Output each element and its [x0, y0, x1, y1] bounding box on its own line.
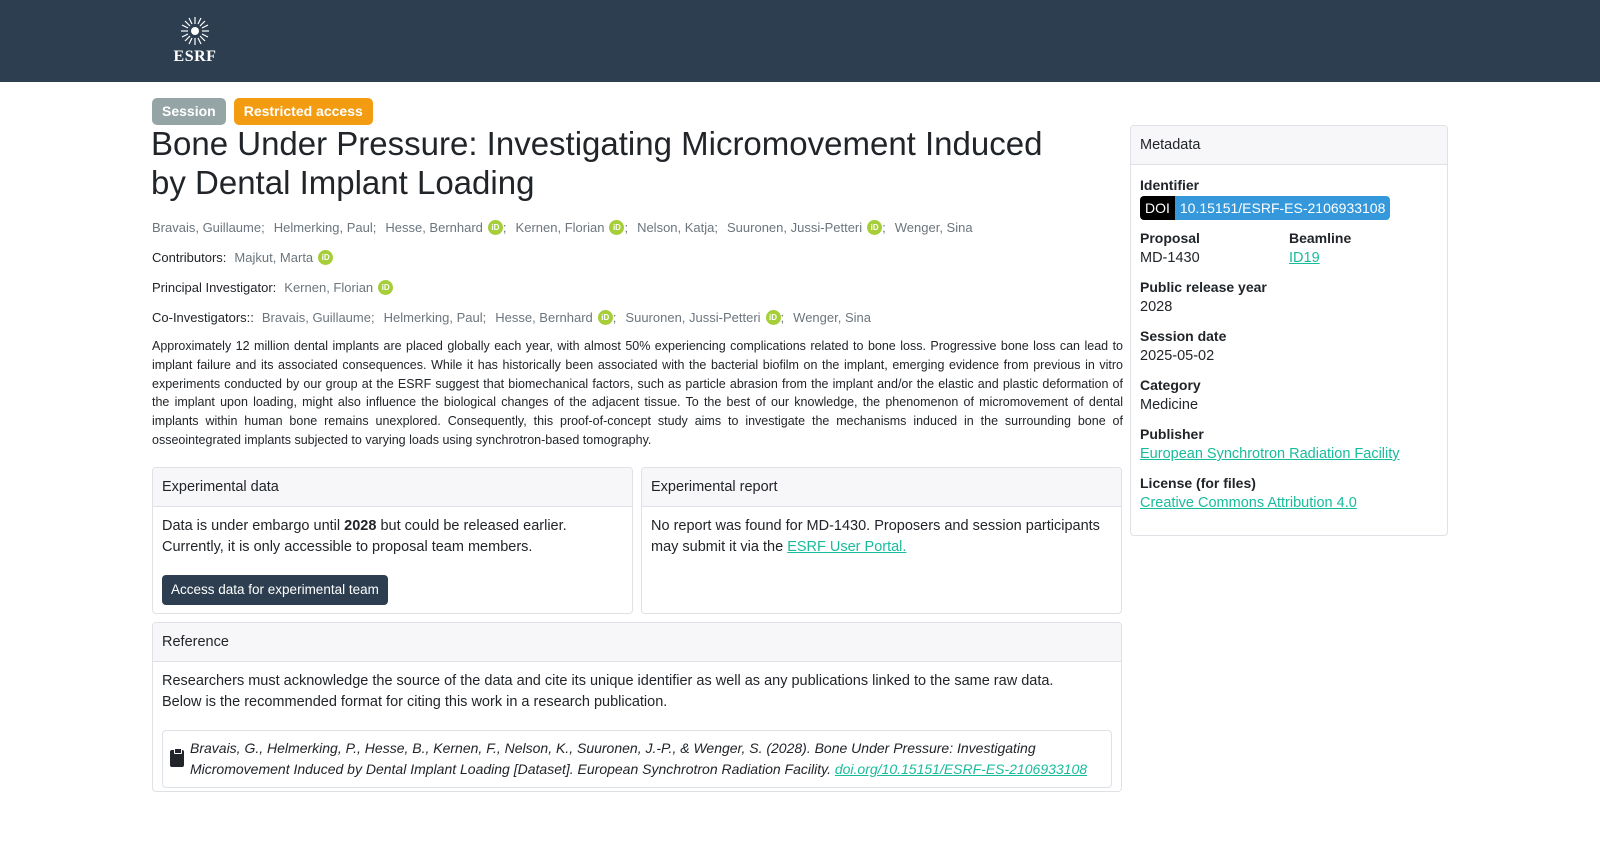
identifier-field: Identifier DOI 10.15151/ESRF-ES-2106933108	[1140, 175, 1438, 220]
session-date-field: Session date 2025-05-02	[1140, 328, 1227, 364]
page-title: Bone Under Pressure: Investigating Micromovement Induced by Dental Implant Loading	[151, 125, 1043, 201]
access-data-button[interactable]: Access data for experimental team	[162, 575, 388, 605]
orcid-icon[interactable]: iD	[609, 220, 624, 235]
orcid-icon[interactable]: iD	[598, 310, 613, 325]
contributors-label: Contributors:	[152, 250, 227, 265]
reference-header: Reference	[153, 623, 1121, 662]
top-navbar	[0, 0, 1600, 82]
metadata-header: Metadata	[1131, 126, 1447, 165]
logo-text: ESRF	[173, 48, 217, 65]
contributors-list	[152, 250, 333, 265]
clipboard-icon[interactable]	[170, 750, 184, 767]
author[interactable]: Kernen, Florian iD	[516, 220, 625, 235]
badges	[152, 98, 373, 125]
orcid-icon[interactable]: iD	[766, 310, 781, 325]
proposal-field: Proposal MD-1430	[1140, 230, 1200, 266]
citation-box	[162, 730, 1112, 788]
author[interactable]: Hesse, Bernhard iD	[385, 220, 503, 235]
orcid-icon[interactable]: iD	[488, 220, 503, 235]
reference-line-1: Researchers must acknowledge the source of the data and cite its unique identifier as well as any publications linked to the same raw data.	[162, 673, 1054, 689]
sunburst-icon	[172, 15, 218, 49]
co-investigator[interactable]: Bravais, Guillaume	[261, 310, 371, 325]
author[interactable]: Wenger, Sina	[894, 220, 973, 235]
co-investigators-list: Co-Investigators:: Bravais, Guillaume ; Helmerking, Paul ; Hesse, Bernhard iD ; Suuronen, Jussi-Petteri iD ; Wenger, Sina	[152, 310, 871, 325]
authors-list: Bravais, Guillaume ; Helmerking, Paul ; Hesse, Bernhard iD ; Kernen, Florian iD ; Nelson, Katja ; Suuronen, Jussi-Petteri iD ; Wenger, Sina	[152, 220, 973, 235]
experimental-data-card	[152, 467, 633, 614]
orcid-icon[interactable]: iD	[867, 220, 882, 235]
esrf-logo[interactable]	[172, 15, 218, 67]
citation-text: Bravais, G., Helmerking, P., Hesse, B., Kernen, F., Nelson, K., Suuronen, J.-P., & Wenger, S. (2028). Bone Under Pressure: Investigating Micromovement Induced by Dental Implant Loading [Dataset]. European Synchrotron Radiation Facility.	[190, 740, 1036, 777]
author[interactable]: Suuronen, Jussi-Petteri iD	[727, 220, 882, 235]
experimental-report-header: Experimental report	[642, 468, 1121, 507]
session-badge: Session	[152, 98, 226, 125]
restricted-access-badge: Restricted access	[234, 98, 373, 125]
co-investigator[interactable]: Helmerking, Paul	[383, 310, 483, 325]
license-field: License (for files) Creative Commons Attribution 4.0	[1140, 475, 1357, 511]
publisher-link[interactable]: European Synchrotron Radiation Facility	[1140, 446, 1400, 462]
embargo-year: 2028	[344, 518, 377, 534]
reference-card	[152, 622, 1122, 792]
co-investigator[interactable]: Wenger, Sina	[793, 310, 871, 325]
pi-person[interactable]: Kernen, Florian iD	[284, 280, 393, 295]
release-year-field: Public release year 2028	[1140, 279, 1267, 315]
embargo-text: Data is under embargo until 2028 but could be released earlier. Currently, it is only accessible to proposal team members.	[162, 518, 567, 555]
experimental-data-header: Experimental data	[153, 468, 632, 507]
publisher-field: Publisher European Synchrotron Radiation Facility	[1140, 426, 1400, 462]
co-investigator[interactable]: Hesse, Bernhard iD	[495, 310, 613, 325]
pi-label: Principal Investigator:	[152, 280, 277, 295]
orcid-icon[interactable]: iD	[318, 250, 333, 265]
reference-line-2: Below is the recommended format for citing this work in a research publication.	[162, 694, 668, 710]
author[interactable]: Helmerking, Paul	[273, 220, 373, 235]
citation-doi-link[interactable]: doi.org/10.15151/ESRF-ES-2106933108	[834, 761, 1088, 777]
category-field: Category Medicine	[1140, 377, 1201, 413]
coi-label: Co-Investigators::	[152, 310, 254, 325]
beamline-field: Beamline ID19	[1289, 230, 1352, 266]
doi-badge[interactable]: DOI 10.15151/ESRF-ES-2106933108	[1140, 196, 1390, 220]
license-link[interactable]: Creative Commons Attribution 4.0	[1140, 495, 1357, 511]
user-portal-link[interactable]: ESRF User Portal.	[787, 539, 907, 555]
contributor[interactable]: Majkut, Marta iD	[234, 250, 333, 265]
abstract: Approximately 12 million dental implants are placed globally each year, with almost 50% experiencing complications related to bone loss. Progressive bone loss can lead to implant failure and its associated consequences. While it has historically been associated with the bacterial biofilm on the implant, emerging evidence from previous in vitro experiments conducted by our group at the ESRF suggest that biomechanical factors, such as particle abrasion from the implant and/or the elastic and plastic deformation of the implant upon loading, might also influence the biological changes of the adjacent tissue. To the best of our knowledge, the phenomenon of micromovement of dental implants within human bone remains unexplored. Consequently, this proof-of-concept study aims to investigate the mechanisms induced in the surrounding bone of osseointegrated implants subjected to varying loads using synchrotron-based tomography.	[152, 339, 1123, 447]
author[interactable]: Nelson, Katja	[637, 220, 715, 235]
experimental-report-card	[641, 467, 1122, 614]
beamline-link[interactable]: ID19	[1289, 250, 1320, 266]
orcid-icon[interactable]: iD	[378, 280, 393, 295]
co-investigator[interactable]: Suuronen, Jussi-Petteri iD	[625, 310, 780, 325]
principal-investigator	[152, 280, 393, 295]
metadata-card	[1130, 125, 1448, 536]
report-text: No report was found for MD-1430. Proposers and session participants may submit it via the	[651, 518, 1100, 555]
author[interactable]: Bravais, Guillaume	[152, 220, 262, 235]
